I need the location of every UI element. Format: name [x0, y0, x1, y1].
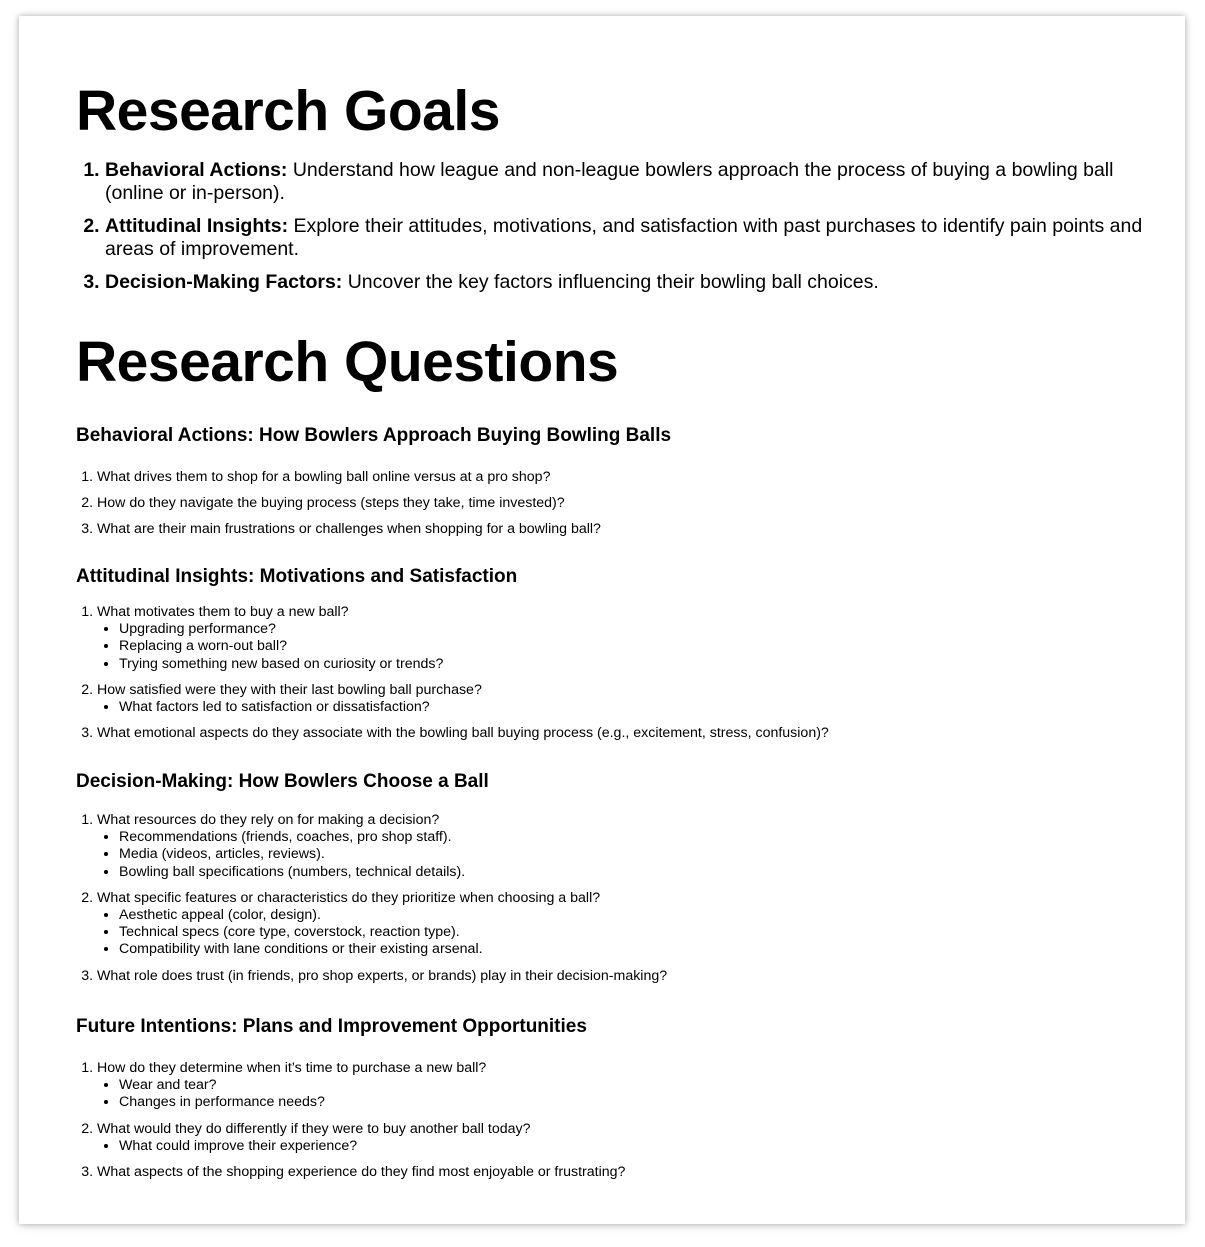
question-item — [97, 725, 1136, 742]
question-text: What drives them to shop for a bowling ball online versus at a pro shop? — [97, 469, 551, 485]
goal-item — [105, 159, 1145, 205]
question-item — [97, 682, 1136, 716]
question-item — [97, 495, 1136, 512]
question-section-behavioral — [76, 425, 1136, 548]
question-text: What aspects of the shopping experience do they find most enjoyable or frustrating? — [97, 1164, 626, 1181]
question-item — [97, 968, 1136, 985]
sub-question-item: • Wear and tear? — [119, 1077, 1136, 1094]
sub-question-list — [97, 907, 1136, 959]
sub-question-item: • Technical specs (core type, coverstock, reaction type). — [119, 924, 1136, 941]
section-heading: Behavioral Actions: How Bowlers Approach Buying Bowling Balls — [76, 425, 672, 446]
question-text: What specific features or characteristics do they prioritize when choosing a ball? — [97, 889, 601, 906]
question-list — [76, 604, 1136, 742]
question-text: What are their main frustrations or challenges when shopping for a bowling ball? — [97, 521, 601, 538]
goal-label: Attitudinal Insights: — [105, 215, 289, 237]
sub-question-item: • What could improve their experience? — [119, 1138, 1136, 1155]
sub-question-item: • Replacing a worn-out ball? — [119, 638, 1136, 655]
sub-question-list — [97, 699, 1136, 716]
goal-label: Behavioral Actions: — [105, 159, 288, 181]
sub-question-item: • Changes in performance needs? — [119, 1094, 1136, 1111]
question-text: How do they navigate the buying process (steps they take, time invested)? — [97, 495, 565, 512]
question-section-decision-making — [76, 771, 1136, 994]
question-text: What would they do differently if they were to buy another ball today? — [97, 1120, 531, 1137]
question-item — [97, 812, 1136, 881]
question-list — [76, 469, 1136, 539]
research-questions-title: Research Questions — [76, 330, 619, 394]
section-heading: Attitudinal Insights: Motivations and Satisfaction — [76, 566, 518, 587]
sub-question-item: • Bowling ball specifications (numbers, technical details). — [119, 864, 1136, 881]
sub-question-list — [97, 829, 1136, 881]
goal-item — [105, 271, 1145, 294]
question-section-future-intentions — [76, 1016, 1136, 1190]
question-list — [76, 1060, 1136, 1181]
section-heading: Decision-Making: How Bowlers Choose a Ball — [76, 771, 489, 792]
sub-question-list — [97, 1138, 1136, 1155]
research-goals-title: Research Goals — [76, 79, 500, 143]
question-item — [97, 1121, 1136, 1155]
goal-text: Understand how league and non-league bowlers approach the process of buying a bowling ball (online or in-person). — [105, 159, 1114, 204]
question-item — [97, 521, 1136, 538]
question-text: What resources do they rely on for making a decision? — [97, 812, 440, 828]
sub-question-list — [97, 621, 1136, 673]
question-text: How do they determine when it’s time to purchase a new ball? — [97, 1060, 487, 1076]
goal-text: Explore their attitudes, motivations, and satisfaction with past purchases to identify pain points and areas of improvement. — [105, 215, 1143, 260]
question-section-attitudinal — [76, 566, 1136, 751]
sub-question-item: • Trying something new based on curiosity or trends? — [119, 656, 1136, 673]
sub-question-item: • Media (videos, articles, reviews). — [119, 846, 1136, 863]
sub-question-item: • Recommendations (friends, coaches, pro shop staff). — [119, 829, 1136, 846]
question-list — [76, 812, 1136, 985]
sub-question-item: • Upgrading performance? — [119, 621, 1136, 638]
research-goals-list — [76, 159, 1145, 304]
section-heading: Future Intentions: Plans and Improvement Opportunities — [76, 1016, 587, 1037]
goal-label: Decision-Making Factors: — [105, 271, 343, 293]
question-item — [97, 1164, 1136, 1181]
goal-text: Uncover the key factors influencing their bowling ball choices. — [342, 271, 879, 293]
question-text: What motivates them to buy a new ball? — [97, 604, 349, 620]
question-item — [97, 890, 1136, 959]
question-item — [97, 469, 1136, 486]
sub-question-item: • Compatibility with lane conditions or their existing arsenal. — [119, 941, 1136, 958]
document-page — [19, 16, 1185, 1224]
question-text: What role does trust (in friends, pro shop experts, or brands) play in their decision-making? — [97, 967, 668, 984]
question-text: What emotional aspects do they associate with the bowling ball buying process (e.g., excitement, stress, confusion)? — [97, 725, 829, 742]
sub-question-list — [97, 1077, 1136, 1111]
question-item — [97, 1060, 1136, 1112]
question-item — [97, 604, 1136, 673]
sub-question-item: • Aesthetic appeal (color, design). — [119, 907, 1136, 924]
goal-item — [105, 215, 1145, 261]
question-text: How satisfied were they with their last bowling ball purchase? — [97, 681, 482, 698]
sub-question-item: • What factors led to satisfaction or dissatisfaction? — [119, 699, 1136, 716]
